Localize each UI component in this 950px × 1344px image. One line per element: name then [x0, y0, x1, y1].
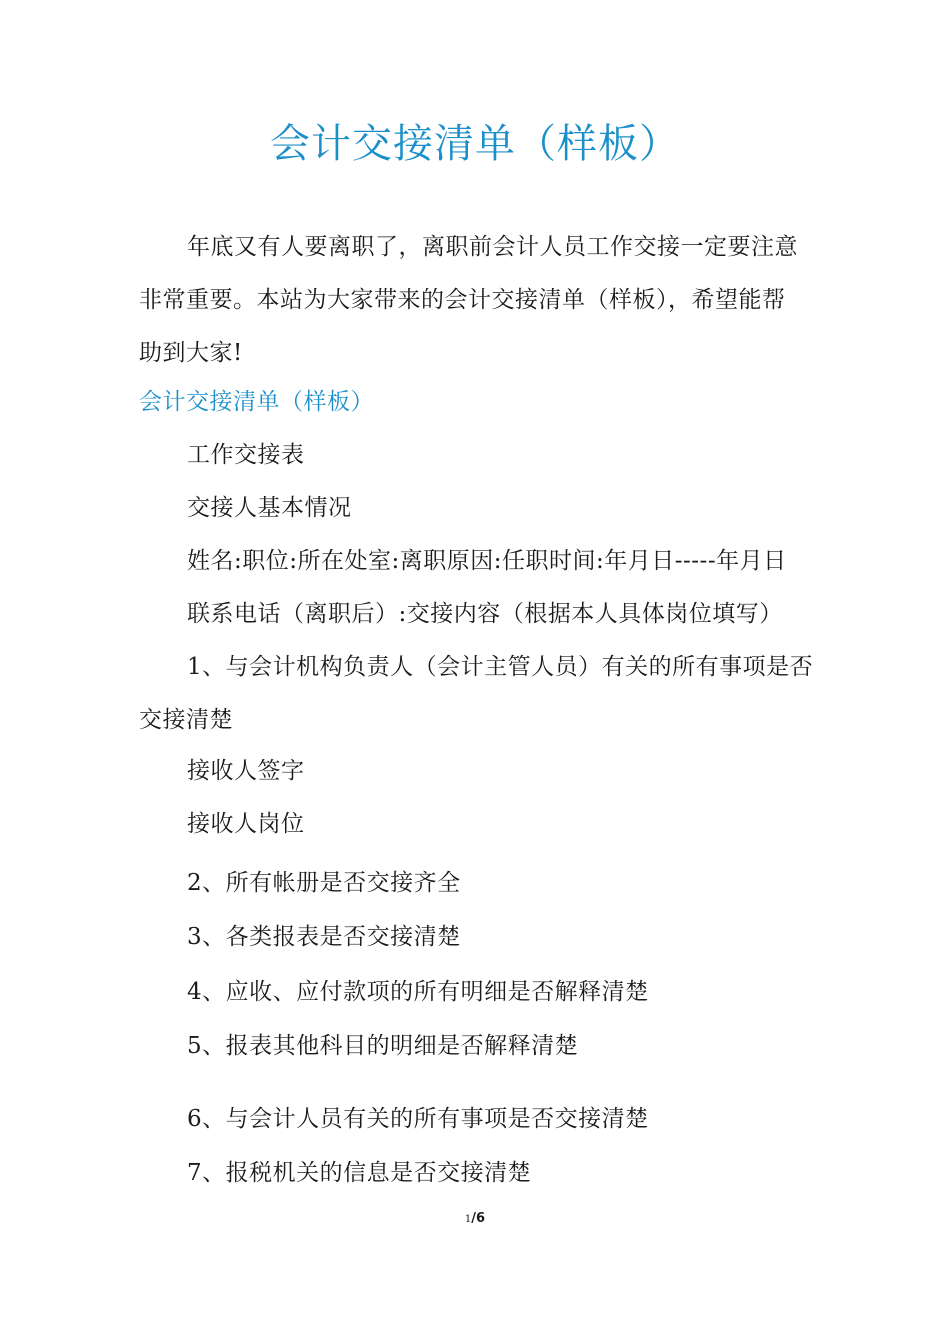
receiver-signature-label: 接收人签字	[187, 758, 305, 784]
intro-line: 非常重要。本站为大家带来的会计交接清单（样板），希望能帮	[139, 287, 786, 313]
page-current: 1	[464, 1214, 472, 1225]
page-title: 会计交接清单（样板）	[270, 121, 680, 167]
section-heading: 会计交接清单（样板）	[139, 389, 374, 415]
checklist-item: 5、报表其他科目的明细是否解释清楚	[187, 1033, 579, 1059]
receiver-position-label: 接收人岗位	[187, 811, 305, 837]
body-line: 姓名:职位:所在处室:离职原因:任职时间:年月日-----年月日	[187, 548, 787, 574]
body-line: 交接人基本情况	[187, 495, 352, 521]
checklist-item: 6、与会计人员有关的所有事项是否交接清楚	[187, 1106, 649, 1132]
checklist-item: 4、应收、应付款项的所有明细是否解释清楚	[187, 979, 649, 1005]
page-number	[0, 1210, 950, 1229]
checklist-item: 2、所有帐册是否交接齐全	[187, 870, 461, 896]
page-total: /6	[471, 1211, 486, 1226]
body-line: 联系电话（离职后）:交接内容（根据本人具体岗位填写）	[187, 601, 783, 627]
checklist-item: 3、各类报表是否交接清楚	[187, 924, 461, 950]
checklist-item-continuation: 交接清楚	[139, 707, 233, 733]
intro-line: 年底又有人要离职了，离职前会计人员工作交接一定要注意	[187, 234, 798, 260]
body-line: 工作交接表	[187, 442, 305, 468]
checklist-item: 7、报税机关的信息是否交接清楚	[187, 1160, 532, 1186]
checklist-item: 1、与会计机构负责人（会计主管人员）有关的所有事项是否	[187, 654, 814, 680]
intro-line: 助到大家!	[139, 340, 243, 366]
